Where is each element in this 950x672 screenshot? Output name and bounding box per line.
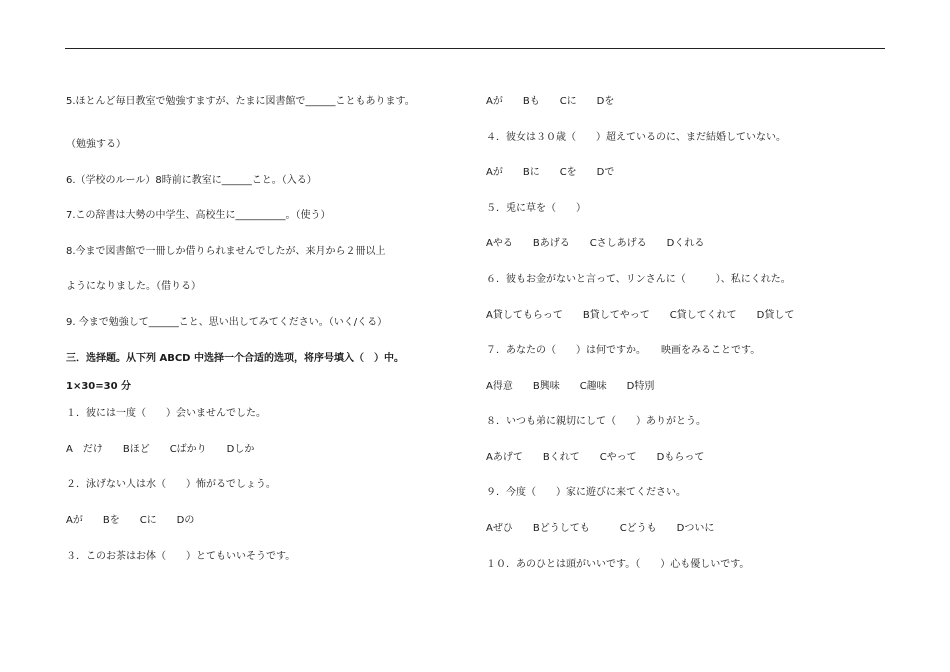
text-line: 6.（学校のルール）8時前に教室に______こと。（入る）	[66, 175, 317, 186]
text-line: ようになりました。（借りる）	[66, 281, 201, 292]
text-line: 三．选择题。从下列 ABCD 中选择一个合适的选项，将序号填入（ ）中。	[66, 353, 404, 364]
text-line: Aが Bを Cに Dの	[66, 515, 195, 526]
text-line: ９．今度（ ）家に遊びに来てください。	[486, 487, 686, 498]
text-line: ８．いつも弟に親切にして（ ）ありがとう。	[486, 416, 706, 427]
text-line: A だけ Bほど Cばかり Dしか	[66, 444, 255, 455]
text-line: ３．このお茶はお体（ ）とてもいいそうです。	[66, 551, 296, 562]
text-line: 7.この辞書は大勢の中学生、高校生に__________。（使う）	[66, 210, 331, 221]
text-line: （勉強する）	[66, 139, 126, 150]
text-line: ６．彼もお金がないと言って、リンさんに（ ）、私にくれた。	[486, 274, 791, 285]
text-line: １．彼には一度（ ）会いませんでした。	[66, 408, 266, 419]
text-line: Aやる Bあげる Cさしあげる Dくれる	[486, 238, 705, 249]
text-line: ７．あなたの（ ）は何ですか。 映画をみることです。	[486, 345, 761, 356]
text-line: 5.ほとんど毎日教室で勉強すますが、たまに図書館で______こともあります。	[66, 96, 415, 107]
text-line: A貸してもらって B貸してやって C貸してくれて D貸して	[486, 310, 795, 321]
header-rule	[65, 48, 885, 49]
text-line: A得意 B興味 C趣味 D特別	[486, 381, 655, 392]
text-line: ４．彼女は３０歳（ ）超えているのに、まだ結婚していない。	[486, 132, 786, 143]
text-line: Aあげて Bくれて Cやって Dもらって	[486, 452, 705, 463]
text-line: ５．兎に草を（ ）	[486, 203, 586, 214]
text-line: ２．泳げない人は水（ ）怖がるでしょう。	[66, 479, 276, 490]
text-line: Aが Bも Cに Dを	[486, 96, 615, 107]
text-line: 8.今まで図書館で一冊しか借りられませんでしたが、来月から２冊以上	[66, 246, 386, 257]
text-line: １０．あのひとは頭がいいです。（ ）心も優しいです。	[486, 559, 750, 570]
text-line: Aぜひ Bどうしても Cどうも Dついに	[486, 523, 715, 534]
text-line: Aが Bに Cを Dで	[486, 167, 615, 178]
text-line: 1×30=30 分	[66, 381, 132, 392]
text-line: 9. 今まで勉強して______こと、思い出してみてください。（いく/くる）	[66, 317, 388, 328]
